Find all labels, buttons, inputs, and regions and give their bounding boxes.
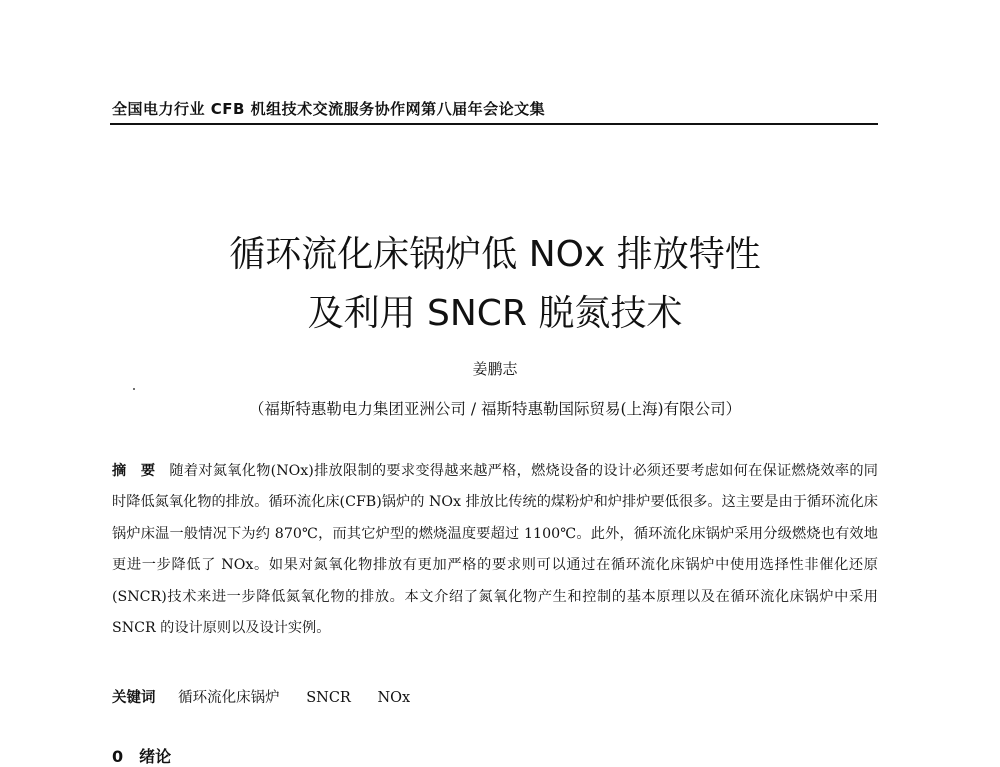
keywords (112, 686, 432, 707)
section-heading (112, 744, 171, 767)
keyword-item: SNCR (306, 690, 351, 706)
title-line-2: 及利用 SNCR 脱氮技术 (307, 293, 683, 334)
keywords-label: 关键词 (112, 690, 156, 706)
abstract (112, 456, 878, 644)
scan-speck (133, 388, 135, 390)
section-title: 绪论 (139, 747, 172, 766)
abstract-label: 摘 要 (112, 463, 156, 479)
keyword-item: 循环流化床锅炉 (178, 690, 280, 706)
running-header: 全国电力行业 CFB 机组技术交流服务协作网第八届年会论文集 (112, 100, 546, 118)
header-rule (110, 123, 878, 125)
author-name: 姜鹏志 (472, 360, 518, 378)
section-number: 0 (112, 747, 124, 766)
author-affiliation: （福斯特惠勒电力集团亚洲公司 / 福斯特惠勒国际贸易(上海)有限公司） (248, 400, 742, 418)
title-line-1: 循环流化床锅炉低 NOx 排放特性 (229, 234, 761, 275)
keyword-item: NOx (377, 690, 411, 706)
abstract-text: 随着对氮氧化物(NOx)排放限制的要求变得越来越严格，燃烧设备的设计必须还要考虑如何在保证燃烧效率的同时降低氮氧化物的排放。循环流化床(CFB)锅炉的 NOx 排放比传统的煤粉炉和炉排炉要低很多。这主要是由于循环流化床锅炉床温一般情况下为约 870℃，而其它炉型的燃烧温度要超过 1100℃。此外，循环流化床锅炉采用分级燃烧也有效地更进一步降低了 NOx。如果对氮氧化物排放有更加严格的要求则可以通过在循环流化床锅炉中使用选择性非催化还原(SNCR)技术来进一步降低氮氧化物的排放。本文介绍了氮氧化物产生和控制的基本原理以及在循环流化床锅炉中采用 SNCR 的设计原则以及设计实例。 (112, 463, 878, 637)
